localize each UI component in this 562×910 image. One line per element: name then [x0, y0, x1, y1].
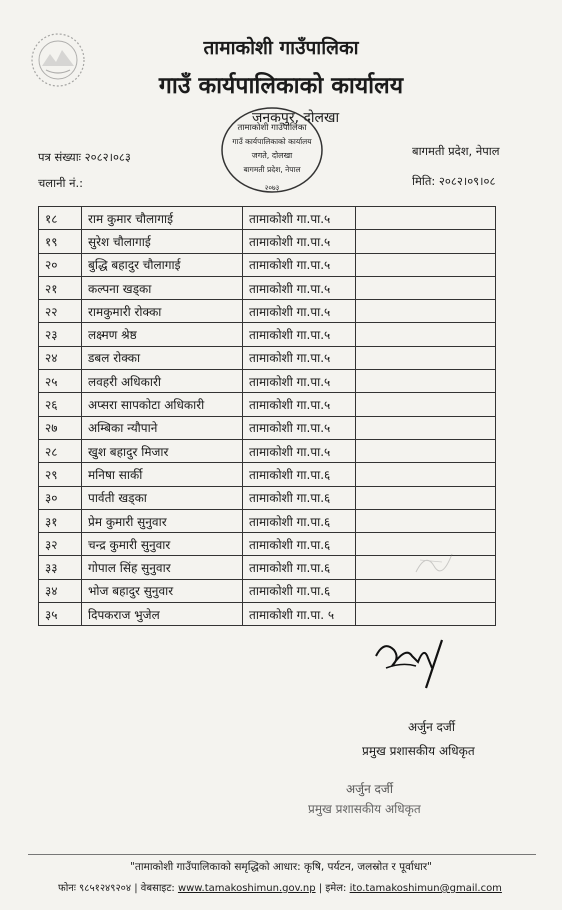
table-row	[39, 253, 496, 276]
row-name: लवहरी अधिकारी	[82, 370, 243, 393]
row-serial: २१	[39, 276, 82, 299]
row-remarks	[356, 230, 496, 253]
row-serial: ३२	[39, 533, 82, 556]
row-address: तामाकोशी गा.पा.६	[243, 533, 356, 556]
footer-email-link[interactable]: ito.tamakoshimun@gmail.com	[349, 883, 502, 894]
row-remarks	[356, 207, 496, 230]
row-remarks	[356, 509, 496, 532]
office-title: गाउँ कार्यपालिकाको कार्यालय	[158, 73, 404, 99]
row-name: अप्सरा सापकोटा अधिकारी	[82, 393, 243, 416]
row-address: तामाकोशी गा.पा.५	[243, 207, 356, 230]
row-remarks	[356, 323, 496, 346]
row-address: तामाकोशी गा.पा.५	[243, 230, 356, 253]
row-serial: १८	[39, 207, 82, 230]
row-name: सुरेश चौलागाई	[82, 230, 243, 253]
row-address: तामाकोशी गा.पा.६	[243, 486, 356, 509]
row-name: राम कुमार चौलागाई	[82, 207, 243, 230]
table-row	[39, 300, 496, 323]
row-address: तामाकोशी गा.पा.६	[243, 556, 356, 579]
stamp-line-4: बागमती प्रदेश, नेपाल	[243, 165, 301, 174]
row-remarks	[356, 276, 496, 299]
stamp-line-3: जगते, दोलखा	[251, 151, 293, 160]
row-name: चन्द्र कुमारी सुनुवार	[82, 533, 243, 556]
district-text: जनकपुर, दोलखा	[252, 110, 340, 126]
footer-email-label: इमेल:	[325, 883, 347, 894]
row-name: रामकुमारी रोक्का	[82, 300, 243, 323]
office-stamp	[208, 104, 336, 200]
row-serial: १९	[39, 230, 82, 253]
table-row	[39, 276, 496, 299]
handwritten-signature	[372, 632, 452, 690]
pencil-mark	[412, 542, 460, 582]
row-address: तामाकोशी गा.पा.५	[243, 416, 356, 439]
row-remarks	[356, 603, 496, 626]
row-serial: ३०	[39, 486, 82, 509]
stamp-line-1: तामाकोशी गाउँपालिका	[237, 123, 307, 133]
table-row	[39, 603, 496, 626]
row-serial: ३३	[39, 556, 82, 579]
table-row	[39, 230, 496, 253]
row-serial: ३५	[39, 603, 82, 626]
row-name: डबल रोक्का	[82, 346, 243, 369]
signatory-title: प्रमुख प्रशासकीय अधिकृत	[362, 744, 475, 758]
row-serial: २४	[39, 346, 82, 369]
row-address: तामाकोशी गा.पा.५	[243, 393, 356, 416]
row-serial: २२	[39, 300, 82, 323]
table-row	[39, 439, 496, 462]
stamp-line-2: गाउँ कार्यपालिकाको कार्यालय	[232, 137, 312, 146]
row-name: बुद्धि बहादुर चौलागाई	[82, 253, 243, 276]
row-remarks	[356, 463, 496, 486]
row-serial: २३	[39, 323, 82, 346]
dispatch-number: चलानी नं.:	[38, 176, 84, 190]
row-remarks	[356, 346, 496, 369]
row-address: तामाकोशी गा.पा.६	[243, 463, 356, 486]
stamp-signatory-name: अर्जुन दर्जी	[346, 782, 393, 796]
letter-number: पत्र संख्याः २०८२।०८३	[38, 150, 131, 164]
row-name: लक्ष्मण श्रेष्ठ	[82, 323, 243, 346]
table-row	[39, 486, 496, 509]
row-remarks	[356, 393, 496, 416]
row-address: तामाकोशी गा.पा.५	[243, 300, 356, 323]
table-row	[39, 463, 496, 486]
row-name: अम्बिका न्यौपाने	[82, 416, 243, 439]
row-address: तामाकोशी गा.पा.५	[243, 346, 356, 369]
province-text: बागमती प्रदेश, नेपाल	[412, 144, 500, 158]
row-address: तामाकोशी गा.पा.५	[243, 276, 356, 299]
footer-contact: फोनः ९८५१२४९२०४ | वेबसाइट: www.tamakoshimun.gov.np | इमेल: ito.tamakoshimun@gmail.com	[58, 883, 502, 894]
table-row	[39, 370, 496, 393]
row-serial: ३४	[39, 579, 82, 602]
row-name: कल्पना खड्का	[82, 276, 243, 299]
footer-website-link[interactable]: www.tamakoshimun.gov.np	[177, 883, 316, 894]
signatory-name: अर्जुन दर्जी	[408, 720, 455, 734]
row-name: खुश बहादुर मिजार	[82, 439, 243, 462]
footer-website-label: वेबसाइट:	[140, 883, 175, 894]
table-row	[39, 509, 496, 532]
row-serial: २५	[39, 370, 82, 393]
stamp-signatory-title: प्रमुख प्रशासकीय अधिकृत	[308, 802, 421, 816]
row-address: तामाकोशी गा.पा.५	[243, 439, 356, 462]
table-row	[39, 416, 496, 439]
row-remarks	[356, 579, 496, 602]
row-name: भोज बहादुर सुनुवार	[82, 579, 243, 602]
row-serial: २०	[39, 253, 82, 276]
table-row	[39, 207, 496, 230]
row-remarks	[356, 439, 496, 462]
table-row	[39, 393, 496, 416]
row-remarks	[356, 416, 496, 439]
row-serial: २६	[39, 393, 82, 416]
row-serial: ३१	[39, 509, 82, 532]
row-address: तामाकोशी गा.पा. ५	[243, 603, 356, 626]
footer-phone: फोनः ९८५१२४९२०४	[58, 883, 132, 894]
row-name: गोपाल सिंह सुनुवार	[82, 556, 243, 579]
row-address: तामाकोशी गा.पा.५	[243, 323, 356, 346]
municipality-title: तामाकोशी गाउँपालिका	[203, 37, 359, 59]
row-remarks	[356, 300, 496, 323]
table-row	[39, 579, 496, 602]
row-name: पार्वती खड्का	[82, 486, 243, 509]
row-name: प्रेम कुमारी सुनुवार	[82, 509, 243, 532]
table-row	[39, 323, 496, 346]
table-row	[39, 346, 496, 369]
row-remarks	[356, 253, 496, 276]
row-remarks	[356, 486, 496, 509]
row-remarks	[356, 370, 496, 393]
letter-date: मिति: २०८२।०९।०८	[412, 174, 496, 188]
stamp-year: २०७३	[264, 184, 280, 192]
footer-motto: "तामाकोशी गाउँपालिकाको समृद्धिको आधार: कृषि, पर्यटन, जलस्रोत र पूर्वाधार"	[130, 861, 432, 873]
row-name: दिपकराज भुजेल	[82, 603, 243, 626]
row-name: मनिषा सार्की	[82, 463, 243, 486]
row-address: तामाकोशी गा.पा.५	[243, 253, 356, 276]
row-serial: २९	[39, 463, 82, 486]
footer-divider	[28, 854, 536, 855]
row-serial: २८	[39, 439, 82, 462]
row-serial: २७	[39, 416, 82, 439]
row-address: तामाकोशी गा.पा.५	[243, 370, 356, 393]
row-address: तामाकोशी गा.पा.६	[243, 579, 356, 602]
row-address: तामाकोशी गा.पा.६	[243, 509, 356, 532]
